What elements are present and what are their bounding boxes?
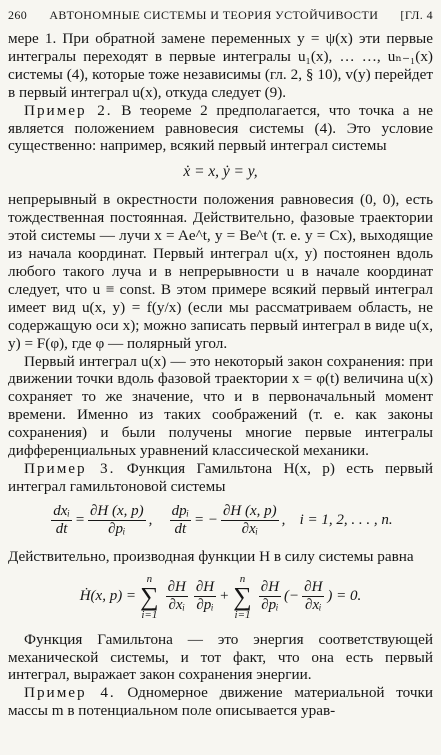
example-3-text: Функция Гамильтона H(x, p) есть первый интеграл гамильтоновой системы — [8, 459, 434, 495]
paragraph-example-4 — [8, 684, 433, 720]
paragraph-4: Первый интеграл u(x) — это некоторый закон сохранения: при движении точки вдоль фазовой траектории x = φ(t) величина u(x) сохраняет то же значение, что и в первоначальный момент времени. Именно из таких соображений (т. е. как законы сохранения) и были получены многие первые интегралы дифференциальных уравнений классической механики. — [8, 352, 433, 460]
fraction-dH-dx: $\frac{\partial H (x, p)}{\text{∂xᵢ}}$ — [222, 502, 277, 537]
example-2-text: В теореме 2 предполагается, что точка a не является положением равновесия системы (4). Это условие существенно: например, всякий первый интеграл системы — [8, 101, 433, 155]
chapter-label: [ГЛ. 4 — [400, 8, 433, 22]
fraction-dH-dp: $\frac{\partial H (x, p)}{\text{∂pᵢ}}$ — [89, 502, 144, 537]
fraction-dx-dt: $\frac{\text{dxᵢ}}{dt}$ — [53, 502, 70, 537]
paragraph-3: непрерывный в окрестности положения равновесия (0, 0), есть тождественная постоянная. Действительно, фазовые траектории этой системы — лучи x = Ae^t, y = Be^t (т. е. y = Cx), выходящие из начала координат. Первый интеграл u(x, y) постоянен вдоль любого такого луча и в непрерывности u в начале координат следует, что u ≡ const. В этом примере всякий первый интеграл имеет вид u(x, y) = f(y/x) (если мы рассматриваем область, не содержащую оси x); можно записать первый интеграл в виде u(x, y) = F(φ), где φ — полярный угол. — [8, 191, 433, 352]
paragraph-7: Функция Гамильтона — это энергия соответствующей механической системы, и тот факт, что она есть первый интеграл, выражает закон сохранения энергии. — [8, 630, 433, 684]
hamiltonian-system-equation: $\frac{\text{dxᵢ}}{dt}$ = $\frac{\partial H (x, p)}{\text{∂pᵢ}}$ , $\frac{\text{dpᵢ}}{dt}$ = − $\frac{\partial H (x, p)}{\text{∂xᵢ}}$ , i = 1, 2, . . . , n. — [53, 502, 393, 537]
index-range: i = 1, 2, . . . , n. — [299, 511, 393, 528]
equation-system: ẋ = x, ẏ = y, — [183, 163, 258, 181]
example-2-label: Пример 2. — [24, 101, 113, 119]
example-3-label: Пример 3. — [24, 459, 116, 477]
paragraph-example-3 — [8, 460, 433, 496]
running-header — [8, 8, 433, 23]
example-4-label: Пример 4. — [24, 684, 116, 702]
paragraph-6: Действительно, производная функции H в силу системы равна — [8, 547, 414, 565]
paragraph-example-2 — [8, 102, 433, 156]
sum-symbol-2: n ∑ i=1 — [233, 572, 252, 621]
example-4-text: Одномерное движение материальной точки массы m в потенциальном поле описывается урав- — [8, 684, 434, 720]
fraction-dp-dt: $\frac{\text{dpᵢ}}{dt}$ — [171, 502, 189, 537]
energy-derivative-equation: Ḣ(x, p) = n ∑ i=1 $\frac{\partial H}{\text{∂xᵢ}}$ $\frac{\partial H}{\text{∂pᵢ}}$ + n ∑ i=1 $\frac{\partial H}{\text{∂pᵢ}}$ (− $\frac{\partial H}{\text{∂xᵢ}}$ ) = 0. — [79, 572, 362, 621]
sum-symbol-1: n ∑ i=1 — [140, 572, 159, 621]
paragraph-1: мере 1. При обратной замене переменных y = ψ(x) эти первые интегралы переходят в первые интегралы u₁(x), … …, uₙ₋₁(x) системы (4), которые тоже независимы (гл. 2, § 10), v(y) перейдет в первый интеграл u(x), откуда следует (9). — [8, 30, 433, 101]
page-number: 260 — [8, 8, 28, 22]
running-title: АВТОНОМНЫЕ СИСТЕМЫ И ТЕОРИЯ УСТОЙЧИВОСТИ — [49, 8, 379, 22]
